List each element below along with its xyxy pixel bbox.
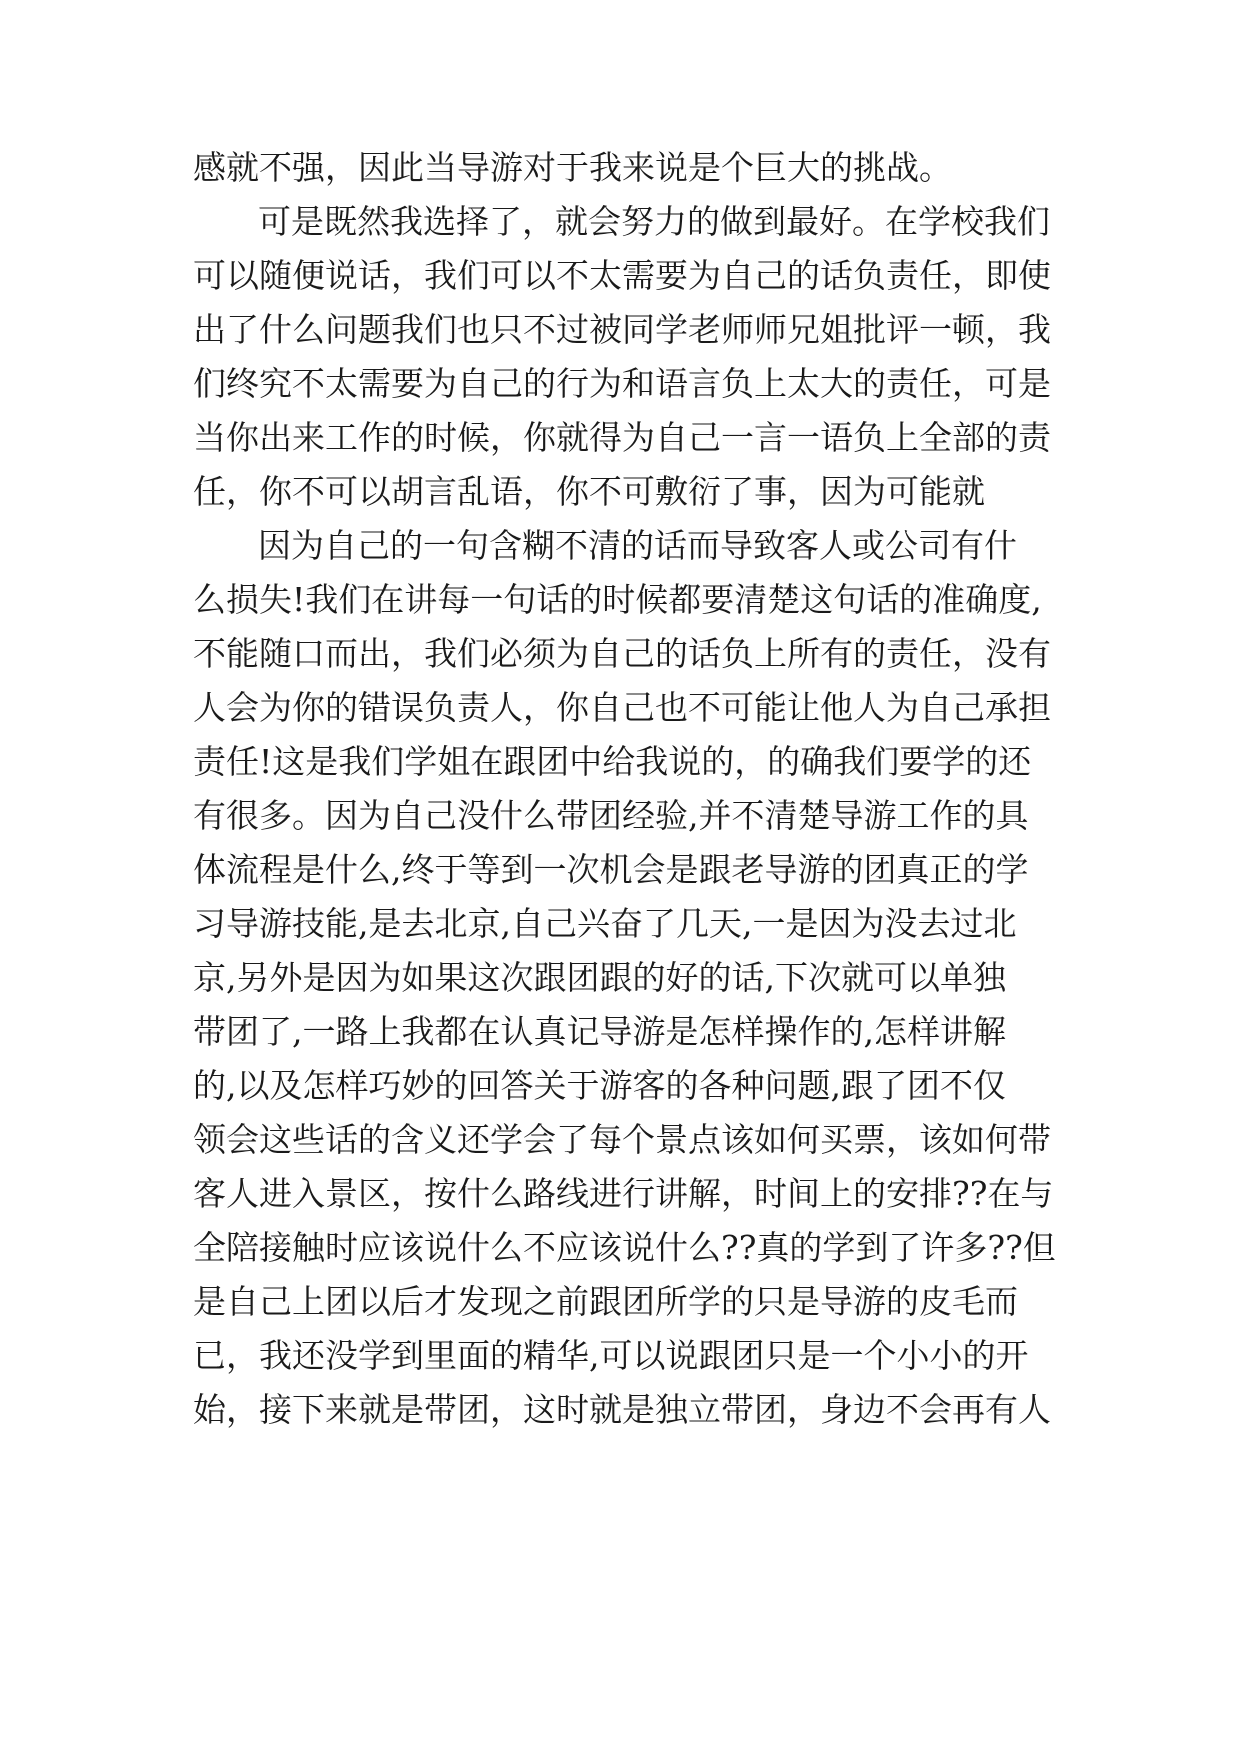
paragraph-start-line: 可是既然我选择了，就会努力的做到最好。在学校我们: [258, 202, 1050, 241]
text-line: 么损失!我们在讲每一句话的时候都要清楚这句话的准确度,: [193, 580, 1042, 619]
text-line: 体流程是什么,终于等到一次机会是跟老导游的团真正的学: [193, 850, 1029, 889]
text-line: 不能随口而出，我们必须为自己的话负上所有的责任，没有: [193, 634, 1051, 673]
text-line: 客人进入景区，按什么路线进行讲解，时间上的安排??在与: [193, 1174, 1054, 1213]
text-line: 责任!这是我们学姐在跟团中给我说的，的确我们要学的还: [193, 742, 1032, 781]
text-line: 全陪接触时应该说什么不应该说什么??真的学到了许多??但: [193, 1228, 1056, 1267]
text-line: 的,以及怎样巧妙的回答关于游客的各种问题,跟了团不仅: [193, 1066, 1006, 1105]
text-line: 当你出来工作的时候，你就得为自己一言一语负上全部的责: [193, 418, 1051, 457]
text-line: 有很多。因为自己没什么带团经验,并不清楚导游工作的具: [193, 796, 1029, 835]
text-line: 可以随便说话，我们可以不太需要为自己的话负责任，即使: [193, 256, 1051, 295]
text-line: 人会为你的错误负责人，你自己也不可能让他人为自己承担: [193, 688, 1051, 727]
text-line: 领会这些话的含义还学会了每个景点该如何买票，该如何带: [193, 1120, 1051, 1159]
text-line: 感就不强，因此当导游对于我来说是个巨大的挑战。: [193, 148, 952, 187]
text-line: 们终究不太需要为自己的行为和语言负上太大的责任，可是: [193, 364, 1051, 403]
text-line: 是自己上团以后才发现之前跟团所学的只是导游的皮毛而: [193, 1282, 1018, 1321]
text-line: 带团了,一路上我都在认真记导游是怎样操作的,怎样讲解: [193, 1012, 1006, 1051]
text-line: 习导游技能,是去北京,自己兴奋了几天,一是因为没去过北: [193, 904, 1017, 943]
text-line: 始，接下来就是带团，这时就是独立带团，身边不会再有人: [193, 1390, 1051, 1429]
text-line: 出了什么问题我们也只不过被同学老师师兄姐批评一顿，我: [193, 310, 1051, 349]
text-line: 京,另外是因为如果这次跟团跟的好的话,下次就可以单独: [193, 958, 1006, 997]
text-line: 已，我还没学到里面的精华,可以说跟团只是一个小小的开: [193, 1336, 1029, 1375]
text-line: 任，你不可以胡言乱语，你不可敷衍了事，因为可能就: [193, 472, 985, 511]
paragraph-start-line: 因为自己的一句含糊不清的话而导致客人或公司有什: [258, 526, 1017, 565]
